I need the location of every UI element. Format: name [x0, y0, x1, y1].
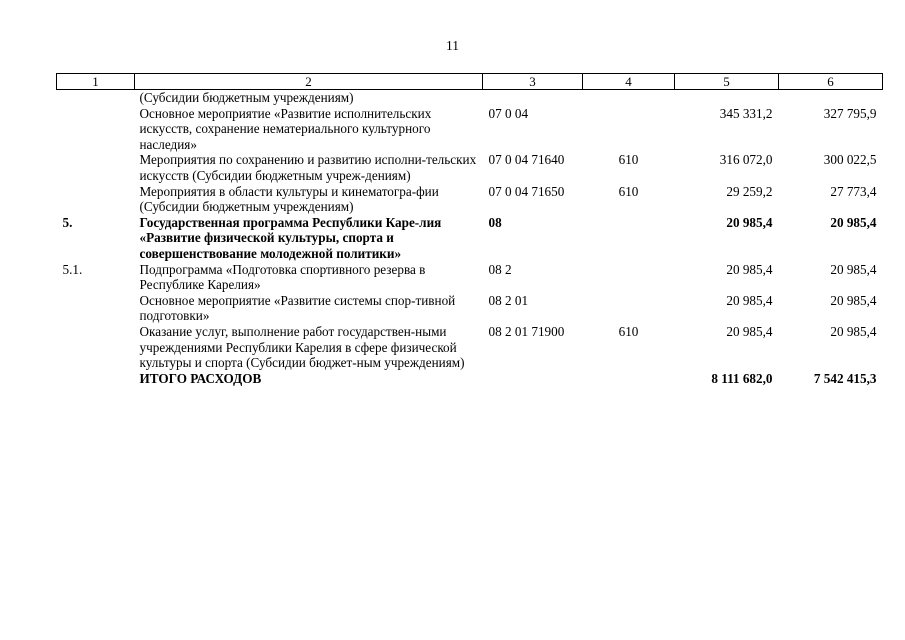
table-row	[57, 184, 883, 215]
table-header-row	[57, 74, 883, 90]
row-amount-2: 327 795,9	[823, 105, 877, 121]
row-type	[583, 106, 675, 153]
table-row	[57, 215, 883, 262]
row-name: Мероприятия по сохранению и развитию исполни-тельских искусств (Субсидии бюджетным учреж-дениям)	[139, 152, 477, 183]
row-number: 5.1.	[62, 261, 83, 277]
budget-table	[56, 73, 883, 386]
row-type	[583, 262, 675, 293]
total-type	[583, 371, 675, 387]
row-name: Мероприятия в области культуры и кинематогра-фии (Субсидии бюджетным учреждениям)	[139, 183, 439, 215]
column-header-amount1: 5	[675, 74, 779, 90]
row-code: 07 0 04 71640	[488, 152, 565, 168]
page-number: 11	[446, 38, 459, 53]
row-number	[57, 106, 135, 153]
row-amount-1: 345 331,2	[719, 105, 773, 121]
total-code	[483, 371, 583, 387]
column-header-name: 2	[135, 74, 483, 90]
row-number	[57, 293, 135, 324]
row-name: Подпрограмма «Подготовка спортивного резерва в Республике Карелия»	[139, 261, 426, 293]
total-row	[57, 371, 883, 387]
row-amount-1: 20 985,4	[726, 214, 773, 230]
column-header-number: 1	[57, 74, 135, 90]
total-label: ИТОГО РАСХОДОВ	[139, 370, 262, 386]
row-code	[483, 90, 583, 106]
column-header-code: 3	[483, 74, 583, 90]
row-code: 07 0 04	[488, 105, 529, 121]
row-amount-1	[675, 90, 779, 106]
row-number	[57, 90, 135, 106]
column-header-type: 4	[583, 74, 675, 90]
total-amount-1: 8 111 682,0	[711, 370, 773, 386]
table-row	[57, 293, 883, 324]
row-name: Государственная программа Республики Каре-лия «Развитие физической культуры, спорта и совершенствование молодежной политики»	[139, 214, 442, 261]
row-amount-2: 20 985,4	[830, 214, 877, 230]
table-row	[57, 262, 883, 293]
table-row	[57, 152, 883, 183]
row-amount-2	[779, 90, 883, 106]
row-code: 08 2	[488, 261, 512, 277]
row-amount-1: 20 985,4	[726, 261, 773, 277]
column-header-amount2: 6	[779, 74, 883, 90]
row-amount-2: 20 985,4	[830, 292, 877, 308]
row-code: 08 2 01 71900	[488, 323, 565, 339]
row-code: 08 2 01	[488, 292, 529, 308]
total-amount-2: 7 542 415,3	[813, 370, 877, 386]
row-type	[583, 293, 675, 324]
total-number	[57, 371, 135, 387]
row-number	[57, 152, 135, 183]
table-row	[57, 90, 883, 106]
table-row	[57, 324, 883, 371]
row-amount-2: 20 985,4	[830, 323, 877, 339]
row-amount-1: 20 985,4	[726, 323, 773, 339]
row-code: 07 0 04 71650	[488, 183, 565, 199]
row-number: 5.	[62, 214, 73, 230]
row-amount-1: 20 985,4	[726, 292, 773, 308]
row-type	[583, 215, 675, 262]
row-number	[57, 324, 135, 371]
row-name: (Субсидии бюджетным учреждениям)	[139, 90, 354, 105]
row-type: 610	[618, 152, 639, 168]
row-type	[583, 90, 675, 106]
row-name: Оказание услуг, выполнение работ государствен-ными учреждениями Республики Карелия в сфере физической культуры и спорта (Субсидии бюджет-ным учреждениям)	[139, 323, 465, 371]
row-type: 610	[618, 323, 639, 339]
row-amount-2: 300 022,5	[823, 152, 877, 168]
row-amount-1: 29 259,2	[726, 183, 773, 199]
row-number	[57, 184, 135, 215]
row-amount-2: 20 985,4	[830, 261, 877, 277]
row-name: Основное мероприятие «Развитие исполнительских искусств, сохранение нематериального культурного наследия»	[139, 105, 432, 152]
table-row	[57, 106, 883, 153]
row-name: Основное мероприятие «Развитие системы спор-тивной подготовки»	[139, 292, 456, 324]
row-amount-1: 316 072,0	[719, 152, 773, 168]
row-amount-2: 27 773,4	[830, 183, 877, 199]
row-code: 08	[488, 214, 502, 230]
row-type: 610	[618, 183, 639, 199]
